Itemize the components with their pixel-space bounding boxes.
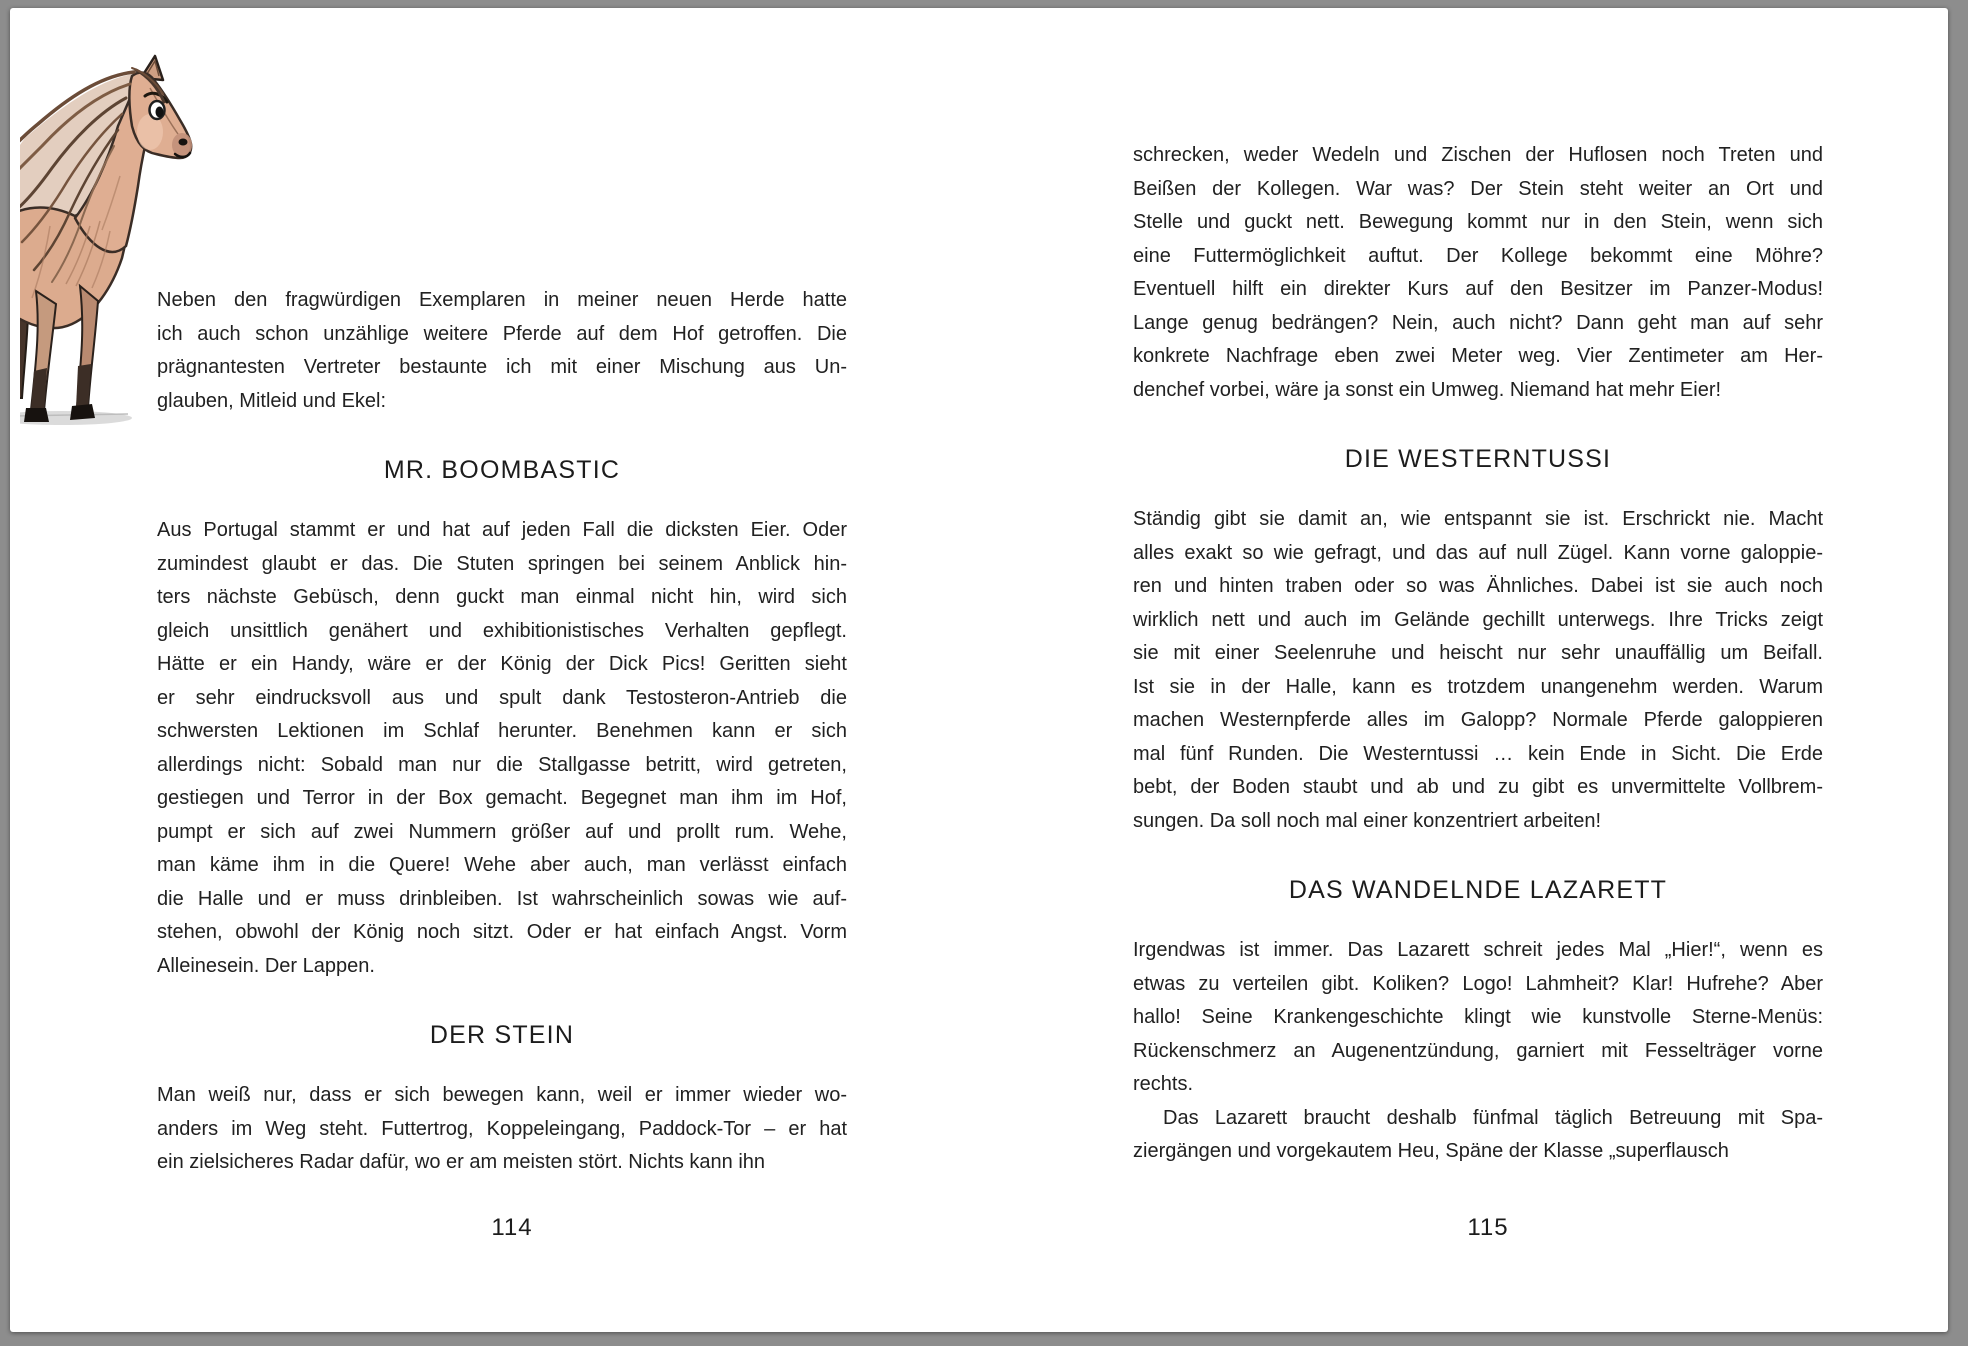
text-line: pumpt er sich auf zwei Nummern größer auf und prollt rum. Wehe, [157,820,847,843]
text-line: Lange genug bedrängen? Nein, auch nicht? Dann geht man auf sehr [1133,311,1823,334]
text-line: Alleinesein. Der Lappen. [157,954,375,977]
text-line: Rückenschmerz an Augenentzündung, garniert mit Fesselträger vorne [1133,1039,1823,1062]
text-line: Beißen der Kollegen. War was? Der Stein steht weiter an Ort und [1133,177,1823,200]
lazarett-paragraph [1133,934,1823,1102]
text-line: konkrete Nachfrage eben zwei Meter weg. Vier Zentimeter am Her- [1133,345,1823,367]
text-line: Ist sie in der Halle, kann es trotzdem unangenehm werden. Warum [1133,675,1823,698]
right-page-text-column [1133,139,1823,1169]
stein-paragraph [157,1079,847,1180]
text-line: man käme ihm in die Quere! Wehe aber auch, man verlässt einfach [157,854,847,876]
book-page-spread [10,8,1948,1332]
text-line: zumindest glaubt er das. Die Stuten springen bei seinem Anblick hin- [157,552,847,575]
text-line: schwersten Lektionen im Schlaf herunter. Benehmen kann er sich [157,720,847,742]
text-line: ziergängen und vorgekautem Heu, Späne der Klasse „superflausch [1133,1140,1729,1162]
text-line: gestiegen und Terror in der Box gemacht. Begegnet man ihm im Hof, [157,787,847,809]
text-line: rechts. [1133,1073,1194,1095]
left-page-text-column [157,284,847,1180]
text-line: hallo! Seine Krankengeschichte klingt wie kunstvolle Sterne-Menüs: [1133,1006,1823,1028]
text-line: anders im Weg steht. Futtertrog, Koppeleingang, Paddock-Tor – er hat [157,1117,847,1140]
text-line: Eventuell hilft ein direkter Kurs auf den Besitzer im Panzer-Modus! [1133,278,1823,300]
page-number-right: 115 [1467,1214,1509,1241]
text-line: die Halle und er muss drinbleiben. Ist wahrscheinlich sowas wie auf- [157,887,847,910]
text-line: etwas zu verteilen gibt. Koliken? Logo! Lahmheit? Klar! Hufrehe? Aber [1133,972,1823,995]
stein-continued-paragraph [1133,139,1823,407]
text-line: sungen. Da soll noch mal einer konzentriert arbeiten! [1133,809,1602,832]
text-line: ich auch schon unzählige weitere Pferde auf dem Hof getroffen. Die [157,322,847,345]
text-line: Stelle und guckt nett. Bewegung kommt nur in den Stein, wenn sich [1133,211,1823,233]
text-line: Ständig gibt sie damit an, wie entspannt sie ist. Erschrickt nie. Macht [1133,508,1823,530]
page-number-left: 114 [491,1214,533,1241]
text-line: Man weiß nur, dass er sich bewegen kann, weil er immer wieder wo- [157,1084,847,1106]
lazarett-paragraph-2 [1133,1102,1823,1169]
text-line: bebt, der Boden staubt und ab und zu gibt es unvermittelte Vollbrem- [1133,776,1823,798]
text-line: allerdings nicht: Sobald man nur die Stallgasse betritt, wird getreten, [157,753,847,776]
text-line: ters nächste Gebüsch, denn guckt man einmal nicht hin, wird sich [157,586,847,608]
section-heading-lazarett: DAS WANDELNDE LAZARETT [1288,876,1668,904]
text-line: mal fünf Runden. Die Westerntussi … kein Ende in Sicht. Die Erde [1133,742,1823,765]
text-line: machen Westernpferde alles im Galopp? Normale Pferde galoppieren [1133,709,1823,731]
text-line: glauben, Mitleid und Ekel: [157,389,387,412]
section-heading-westerntussi: DIE WESTERNTUSSI [1344,445,1612,473]
text-line: Neben den fragwürdigen Exemplaren in meiner neuen Herde hatte [157,289,847,311]
text-line: Irgendwas ist immer. Das Lazarett schreit jedes Mal „Hier!“, wenn es [1133,939,1823,961]
text-line: denchef vorbei, wäre ja sonst ein Umweg. Niemand hat mehr Eier! [1133,378,1722,401]
intro-paragraph [157,284,847,418]
text-line: stehen, obwohl der König noch sitzt. Oder er hat einfach Angst. Vorm [157,921,847,943]
boombastic-paragraph [157,514,847,983]
text-line: gleich unsittlich genähert und exhibitionistisches Verhalten gepflegt. [157,619,847,642]
text-line: Hätte er ein Handy, wäre er der König der Dick Pics! Geritten sieht [157,653,847,675]
section-heading-stein: DER STEIN [429,1021,575,1049]
section-heading-boombastic: MR. BOOMBASTIC [383,456,621,484]
text-line: sie mit einer Seelenruhe und heischt nur sehr unauffällig um Beifall. [1133,642,1823,664]
text-line: eine Futtermöglichkeit auftut. Der Kollege bekommt eine Möhre? [1133,244,1823,267]
text-line: prägnantesten Vertreter bestaunte ich mit einer Mischung aus Un- [157,356,847,378]
text-line: Das Lazarett braucht deshalb fünfmal täglich Betreuung mit Spa- [1163,1106,1823,1129]
text-line: ren und hinten traben oder so was Ähnliches. Dabei ist sie auch noch [1133,575,1823,597]
text-line: ein zielsicheres Radar dafür, wo er am meisten stört. Nichts kann ihn [157,1151,766,1173]
text-line: alles exakt so wie gefragt, und das auf null Zügel. Kann vorne galoppie- [1133,541,1823,564]
text-line: wirklich nett und auch im Gelände gechillt unterwegs. Ihre Tricks zeigt [1133,608,1823,631]
text-line: schrecken, weder Wedeln und Zischen der Huflosen noch Treten und [1133,144,1823,166]
text-line: er sehr eindrucksvoll aus und spult dank Testosteron-Antrieb die [157,686,847,709]
text-line: Aus Portugal stammt er und hat auf jeden Fall die dicksten Eier. Oder [157,519,847,541]
westerntussi-paragraph [1133,503,1823,838]
